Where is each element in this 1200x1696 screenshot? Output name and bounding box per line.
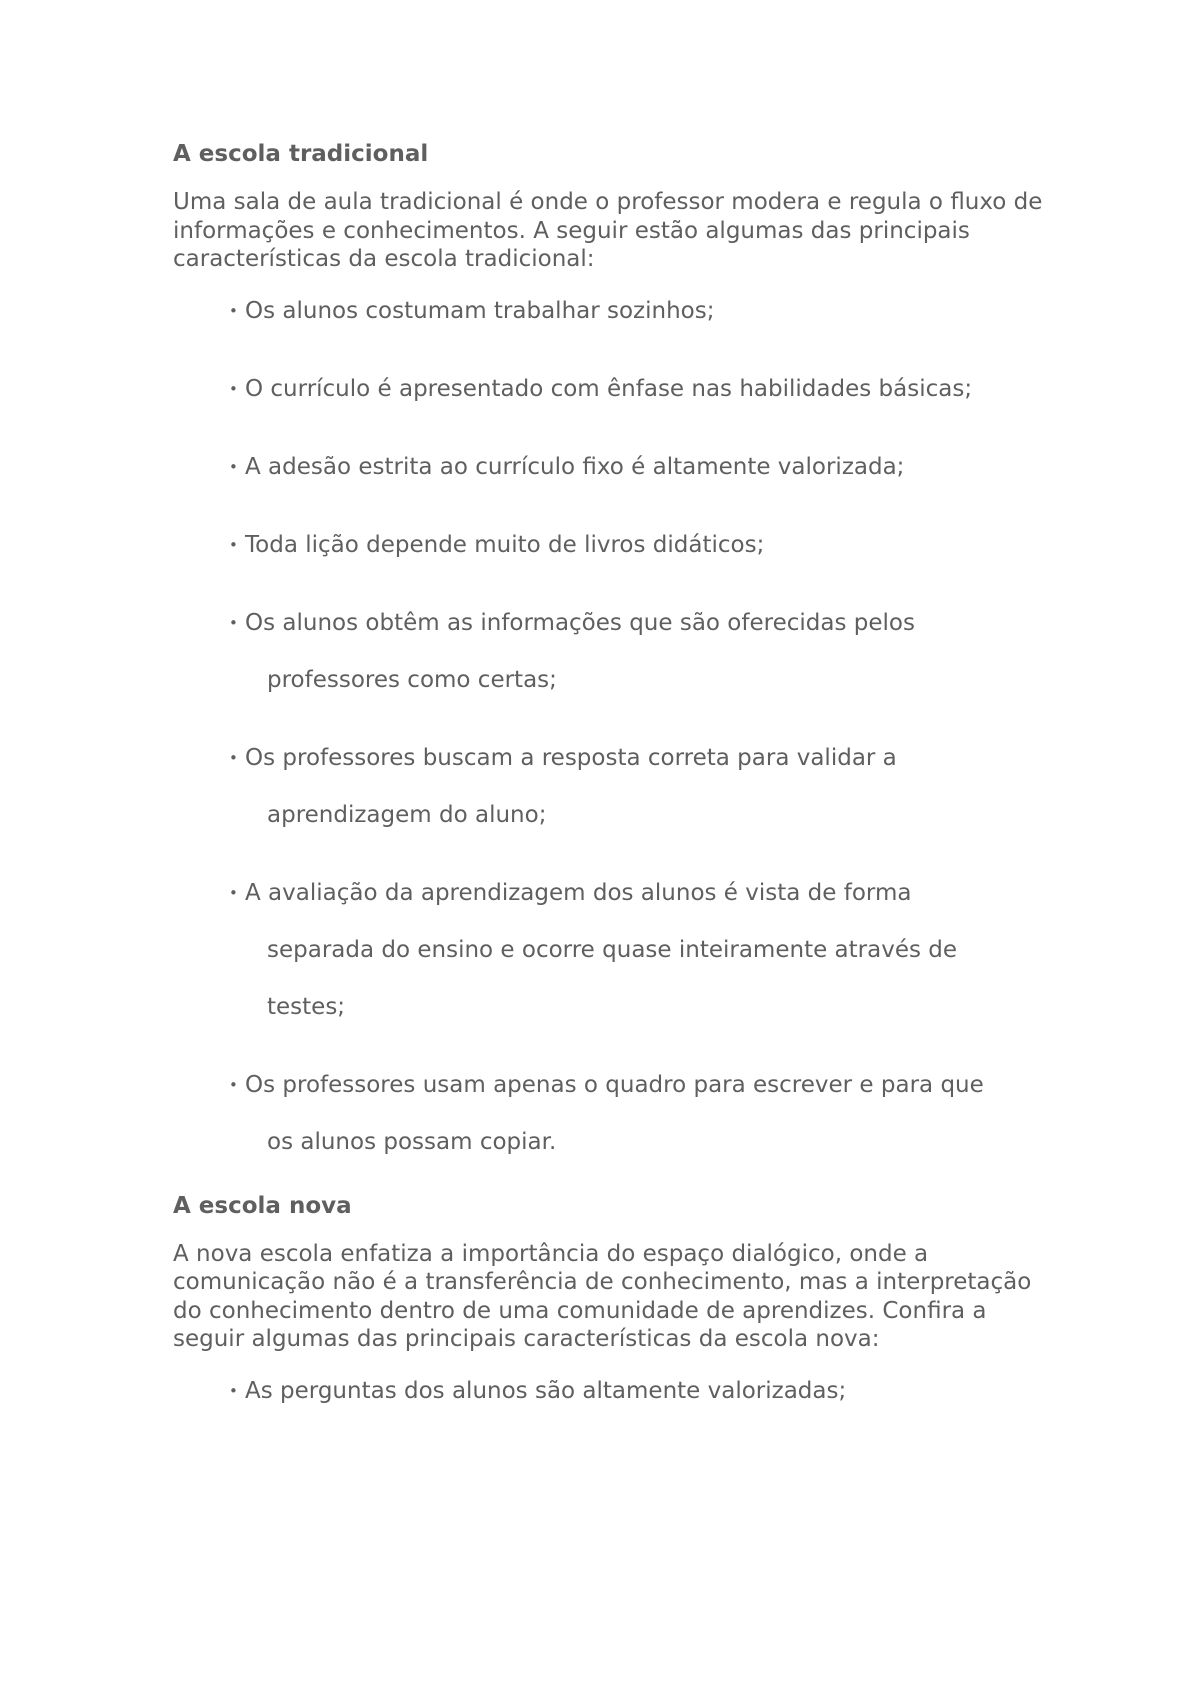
bullet-icon: • bbox=[229, 301, 238, 320]
list-item-text: Os professores usam apenas o quadro para escrever e para que bbox=[245, 1071, 984, 1098]
list-item bbox=[173, 439, 1053, 496]
bullet-icon: • bbox=[229, 1075, 238, 1094]
list-item bbox=[173, 361, 1053, 418]
list-item bbox=[173, 865, 1053, 1036]
bullet-list-traditional bbox=[173, 283, 1053, 1171]
list-item bbox=[173, 1363, 1053, 1420]
list-item-text: Os alunos obtêm as informações que são oferecidas pelos bbox=[245, 609, 915, 636]
bullet-icon: • bbox=[229, 535, 238, 554]
list-item-text: separada do ensino e ocorre quase inteiramente através de bbox=[267, 936, 958, 963]
bullet-icon: • bbox=[229, 457, 238, 476]
bullet-icon: • bbox=[229, 379, 238, 398]
section-heading-new: A escola nova bbox=[173, 1192, 352, 1219]
bullet-icon: • bbox=[229, 613, 238, 632]
list-item-text: Toda lição depende muito de livros didáticos; bbox=[245, 531, 765, 558]
list-item bbox=[173, 517, 1053, 574]
section-intro-traditional: Uma sala de aula tradicional é onde o professor modera e regula o fluxo de informações e conhecimentos. A seguir estão algumas das principais características da escola tradicional: bbox=[173, 189, 1043, 272]
bullet-icon: • bbox=[229, 1381, 238, 1400]
list-item bbox=[173, 595, 1053, 709]
list-item-text: Os professores buscam a resposta correta para validar a bbox=[245, 744, 897, 771]
list-item bbox=[173, 730, 1053, 844]
bullet-list-new bbox=[173, 1363, 1053, 1420]
list-item-text: os alunos possam copiar. bbox=[267, 1128, 557, 1155]
list-item-text: professores como certas; bbox=[267, 666, 557, 693]
bullet-icon: • bbox=[229, 883, 238, 902]
list-item-text: As perguntas dos alunos são altamente valorizadas; bbox=[245, 1377, 847, 1404]
list-item bbox=[173, 1057, 1053, 1171]
bullet-icon: • bbox=[229, 748, 238, 767]
list-item-text: A adesão estrita ao currículo fixo é altamente valorizada; bbox=[245, 453, 905, 480]
list-item-text: testes; bbox=[267, 993, 346, 1020]
list-item bbox=[173, 283, 1053, 340]
list-item-text: aprendizagem do aluno; bbox=[267, 801, 547, 828]
document-page bbox=[173, 140, 1053, 1420]
section-heading-traditional: A escola tradicional bbox=[173, 141, 429, 167]
section-intro-new: A nova escola enfatiza a importância do espaço dialógico, onde a comunicação não é a transferência de conhecimento, mas a interpretação do conhecimento dentro de uma comunidade de aprendizes. Confira a seguir algumas das principais características da escola nova: bbox=[173, 1240, 1032, 1352]
list-item-text: O currículo é apresentado com ênfase nas habilidades básicas; bbox=[245, 375, 973, 402]
list-item-text: A avaliação da aprendizagem dos alunos é vista de forma bbox=[245, 879, 912, 906]
list-item-text: Os alunos costumam trabalhar sozinhos; bbox=[245, 297, 715, 324]
